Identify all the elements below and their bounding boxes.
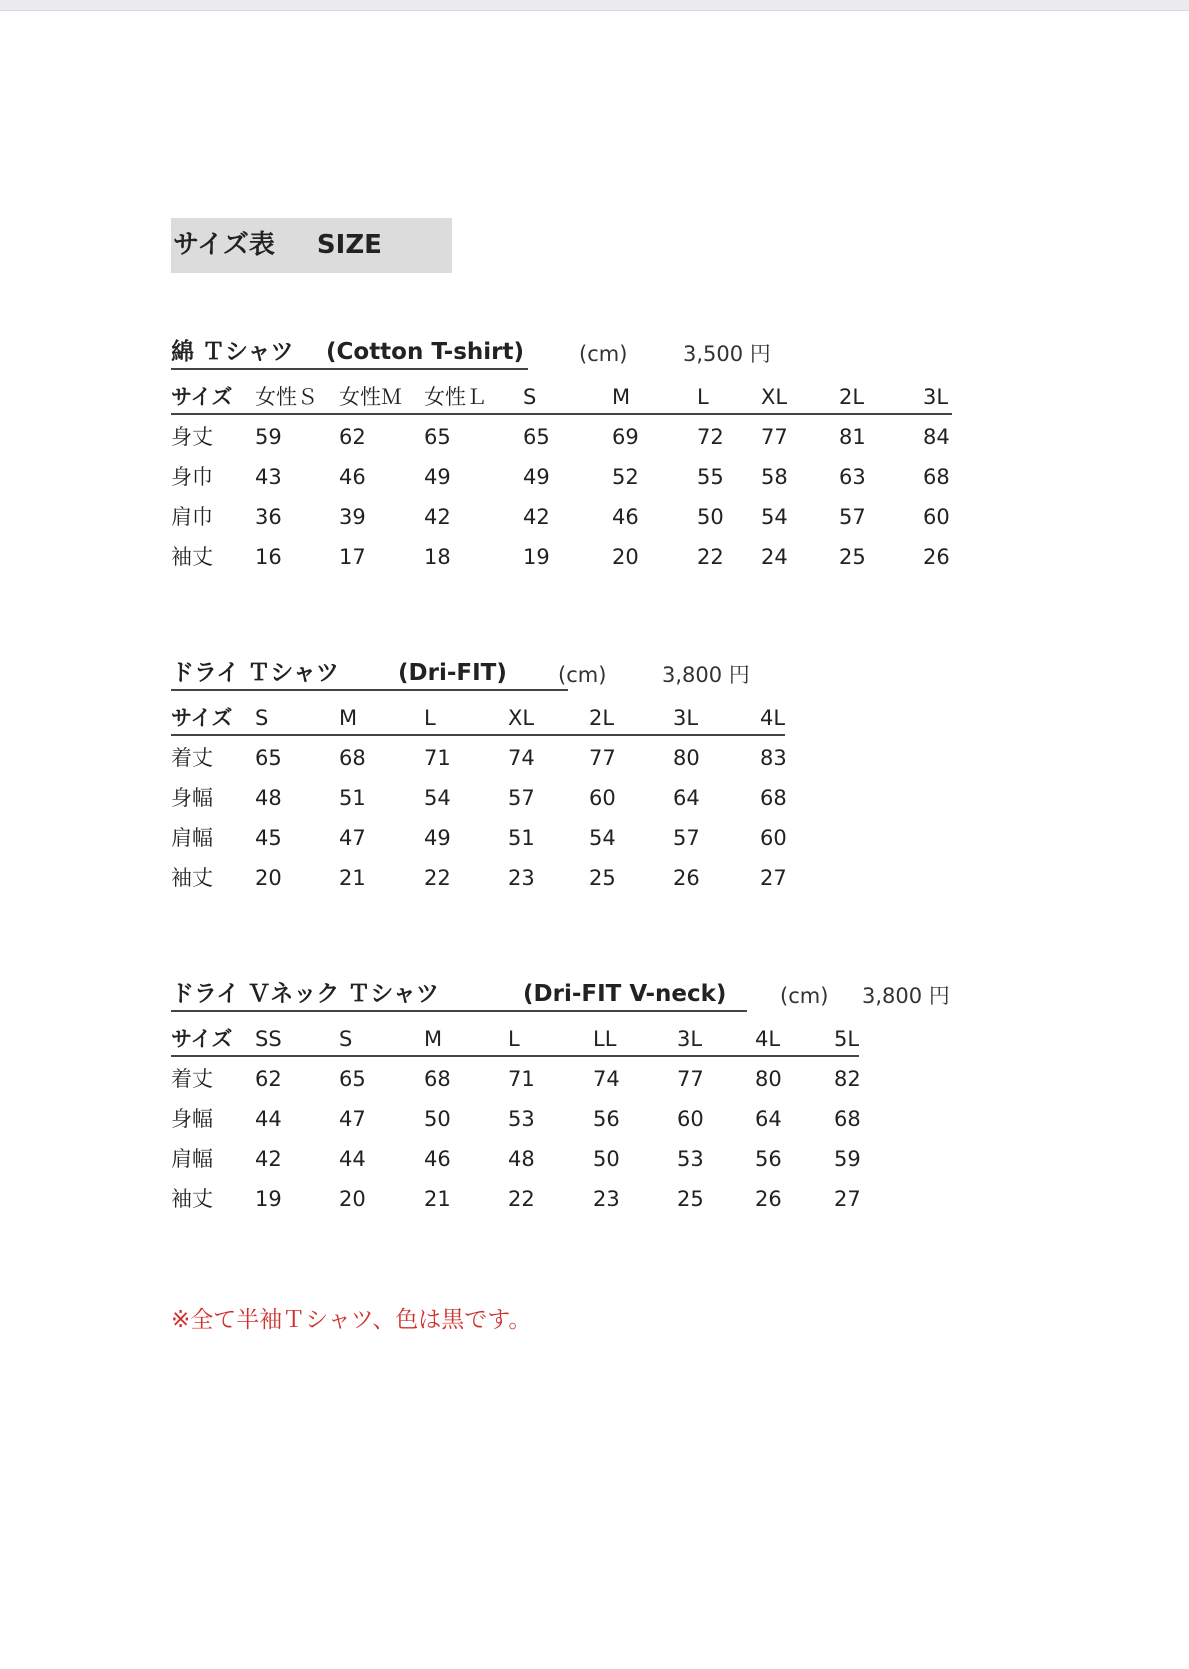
measure-value: 22 — [697, 545, 724, 569]
size-label: 3L — [677, 1027, 703, 1051]
measure-value: 80 — [673, 746, 700, 770]
measure-value: 82 — [834, 1067, 861, 1091]
size-label: 5L — [834, 1027, 860, 1051]
measure-value: 45 — [255, 826, 282, 850]
table-row — [171, 461, 952, 497]
measure-value: 57 — [508, 786, 535, 810]
measure-value: 17 — [339, 545, 366, 569]
measure-value: 68 — [424, 1067, 451, 1091]
measure-value: 77 — [677, 1067, 704, 1091]
measure-value: 20 — [255, 866, 282, 890]
section-price: 3,800 円 — [662, 663, 750, 687]
measure-value: 50 — [593, 1147, 620, 1171]
measure-value: 19 — [523, 545, 550, 569]
measure-value: 46 — [339, 465, 366, 489]
section-heading — [171, 657, 991, 691]
table-row — [171, 822, 785, 858]
measure-value: 21 — [339, 866, 366, 890]
table-row — [171, 862, 785, 898]
measure-value: 54 — [589, 826, 616, 850]
measure-value: 71 — [508, 1067, 535, 1091]
section-unit: (cm) — [780, 984, 829, 1008]
page-title — [171, 218, 452, 273]
section-title-jp: ドライ Ｔシャツ — [171, 660, 339, 686]
measure-value: 59 — [255, 425, 282, 449]
section-title-jp: 綿 Ｔシャツ — [171, 339, 294, 365]
table-row — [171, 421, 952, 457]
section-title-jp: ドライ Ｖネック Ｔシャツ — [171, 981, 439, 1007]
measure-value: 68 — [834, 1107, 861, 1131]
size-label: XL — [761, 385, 788, 409]
measure-label: 袖丈 — [171, 866, 213, 890]
measure-value: 55 — [697, 465, 724, 489]
measure-value: 60 — [589, 786, 616, 810]
measure-value: 25 — [677, 1187, 704, 1211]
measure-value: 22 — [508, 1187, 535, 1211]
size-label: L — [508, 1027, 520, 1051]
measure-value: 57 — [673, 826, 700, 850]
measure-value: 77 — [761, 425, 788, 449]
table-row — [171, 1063, 859, 1099]
size-label: S — [255, 706, 269, 730]
table-row — [171, 501, 952, 537]
measure-value: 57 — [839, 505, 866, 529]
measure-value: 20 — [612, 545, 639, 569]
measure-value: 74 — [593, 1067, 620, 1091]
size-label: M — [424, 1027, 443, 1051]
size-column-label: サイズ — [171, 1027, 233, 1051]
size-column-label: サイズ — [171, 706, 233, 730]
measure-value: 64 — [755, 1107, 782, 1131]
measure-value: 68 — [339, 746, 366, 770]
size-label: LL — [593, 1027, 617, 1051]
measure-value: 23 — [508, 866, 535, 890]
measure-value: 60 — [677, 1107, 704, 1131]
measure-value: 44 — [255, 1107, 282, 1131]
size-label: SS — [255, 1027, 282, 1051]
measure-label: 身幅 — [171, 786, 213, 810]
measure-value: 22 — [424, 866, 451, 890]
section-heading — [171, 978, 991, 1012]
section-price: 3,500 円 — [683, 342, 771, 366]
measure-value: 56 — [755, 1147, 782, 1171]
measure-value: 72 — [697, 425, 724, 449]
measure-value: 69 — [612, 425, 639, 449]
size-label: 女性Ｓ — [255, 385, 318, 409]
table-header-row — [171, 702, 785, 736]
measure-value: 68 — [923, 465, 950, 489]
measure-value: 65 — [339, 1067, 366, 1091]
measure-value: 21 — [424, 1187, 451, 1211]
measure-value: 25 — [839, 545, 866, 569]
table-row — [171, 541, 952, 577]
measure-value: 48 — [508, 1147, 535, 1171]
section-unit: (cm) — [579, 342, 628, 366]
measure-value: 43 — [255, 465, 282, 489]
measure-value: 83 — [760, 746, 787, 770]
measure-value: 54 — [424, 786, 451, 810]
measure-value: 53 — [508, 1107, 535, 1131]
section-heading — [171, 336, 991, 370]
measure-label: 着丈 — [171, 746, 213, 770]
measure-value: 64 — [673, 786, 700, 810]
table-row — [171, 782, 785, 818]
size-label: L — [424, 706, 436, 730]
measure-value: 42 — [523, 505, 550, 529]
measure-value: 65 — [523, 425, 550, 449]
measure-value: 27 — [834, 1187, 861, 1211]
measure-value: 54 — [761, 505, 788, 529]
section-price: 3,800 円 — [862, 984, 950, 1008]
measure-value: 48 — [255, 786, 282, 810]
measure-value: 44 — [339, 1147, 366, 1171]
document-page — [0, 10, 1189, 1669]
size-label: 4L — [755, 1027, 781, 1051]
measure-label: 袖丈 — [171, 1187, 213, 1211]
table-row — [171, 1143, 859, 1179]
measure-value: 53 — [677, 1147, 704, 1171]
measure-value: 71 — [424, 746, 451, 770]
size-label: S — [339, 1027, 353, 1051]
measure-value: 81 — [839, 425, 866, 449]
measure-value: 60 — [760, 826, 787, 850]
section-unit: (cm) — [558, 663, 607, 687]
table-header-row — [171, 1023, 859, 1057]
measure-value: 42 — [424, 505, 451, 529]
measure-value: 24 — [761, 545, 788, 569]
section-title-en: (Cotton T-shirt) — [326, 339, 525, 365]
measure-label: 身丈 — [171, 425, 213, 449]
measure-value: 80 — [755, 1067, 782, 1091]
table-row — [171, 1103, 859, 1139]
measure-label: 肩幅 — [171, 826, 213, 850]
measure-value: 68 — [760, 786, 787, 810]
table-row — [171, 742, 785, 778]
size-label: 女性Ｍ — [339, 385, 402, 409]
size-label: 4L — [760, 706, 786, 730]
measure-value: 19 — [255, 1187, 282, 1211]
size-label: L — [697, 385, 709, 409]
measure-value: 47 — [339, 1107, 366, 1131]
measure-value: 63 — [839, 465, 866, 489]
measure-value: 49 — [523, 465, 550, 489]
size-label: 3L — [923, 385, 949, 409]
size-label: XL — [508, 706, 535, 730]
size-label: M — [612, 385, 631, 409]
measure-value: 56 — [593, 1107, 620, 1131]
measure-value: 16 — [255, 545, 282, 569]
measure-label: 身幅 — [171, 1107, 213, 1131]
measure-value: 74 — [508, 746, 535, 770]
measure-value: 62 — [339, 425, 366, 449]
measure-value: 36 — [255, 505, 282, 529]
table-row — [171, 1183, 859, 1219]
measure-value: 49 — [424, 465, 451, 489]
measure-value: 51 — [508, 826, 535, 850]
measure-value: 18 — [424, 545, 451, 569]
table-header-row — [171, 381, 952, 415]
measure-value: 65 — [255, 746, 282, 770]
measure-value: 46 — [424, 1147, 451, 1171]
size-column-label: サイズ — [171, 385, 233, 409]
measure-value: 26 — [673, 866, 700, 890]
title-jp: サイズ表 — [173, 230, 275, 260]
title-en: SIZE — [316, 230, 382, 260]
measure-value: 52 — [612, 465, 639, 489]
section-title-en: (Dri-FIT V-neck) — [523, 981, 727, 1007]
measure-value: 50 — [697, 505, 724, 529]
measure-value: 50 — [424, 1107, 451, 1131]
footnote: ※全て半袖Ｔシャツ、色は黒です。 — [171, 1307, 532, 1333]
size-label: S — [523, 385, 537, 409]
measure-value: 58 — [761, 465, 788, 489]
size-label: 2L — [589, 706, 615, 730]
measure-label: 着丈 — [171, 1067, 213, 1091]
measure-value: 62 — [255, 1067, 282, 1091]
measure-label: 肩巾 — [171, 505, 213, 529]
size-label: M — [339, 706, 358, 730]
measure-value: 65 — [424, 425, 451, 449]
section-title-en: (Dri-FIT) — [398, 660, 507, 686]
measure-value: 60 — [923, 505, 950, 529]
measure-label: 肩幅 — [171, 1147, 213, 1171]
measure-value: 47 — [339, 826, 366, 850]
measure-value: 77 — [589, 746, 616, 770]
measure-label: 身巾 — [171, 465, 213, 489]
measure-value: 51 — [339, 786, 366, 810]
measure-value: 42 — [255, 1147, 282, 1171]
size-label: 女性Ｌ — [424, 385, 487, 409]
measure-value: 25 — [589, 866, 616, 890]
size-label: 2L — [839, 385, 865, 409]
measure-value: 27 — [760, 866, 787, 890]
measure-value: 59 — [834, 1147, 861, 1171]
measure-label: 袖丈 — [171, 545, 213, 569]
measure-value: 49 — [424, 826, 451, 850]
measure-value: 39 — [339, 505, 366, 529]
measure-value: 23 — [593, 1187, 620, 1211]
measure-value: 20 — [339, 1187, 366, 1211]
measure-value: 84 — [923, 425, 950, 449]
size-label: 3L — [673, 706, 699, 730]
measure-value: 26 — [923, 545, 950, 569]
measure-value: 26 — [755, 1187, 782, 1211]
measure-value: 46 — [612, 505, 639, 529]
